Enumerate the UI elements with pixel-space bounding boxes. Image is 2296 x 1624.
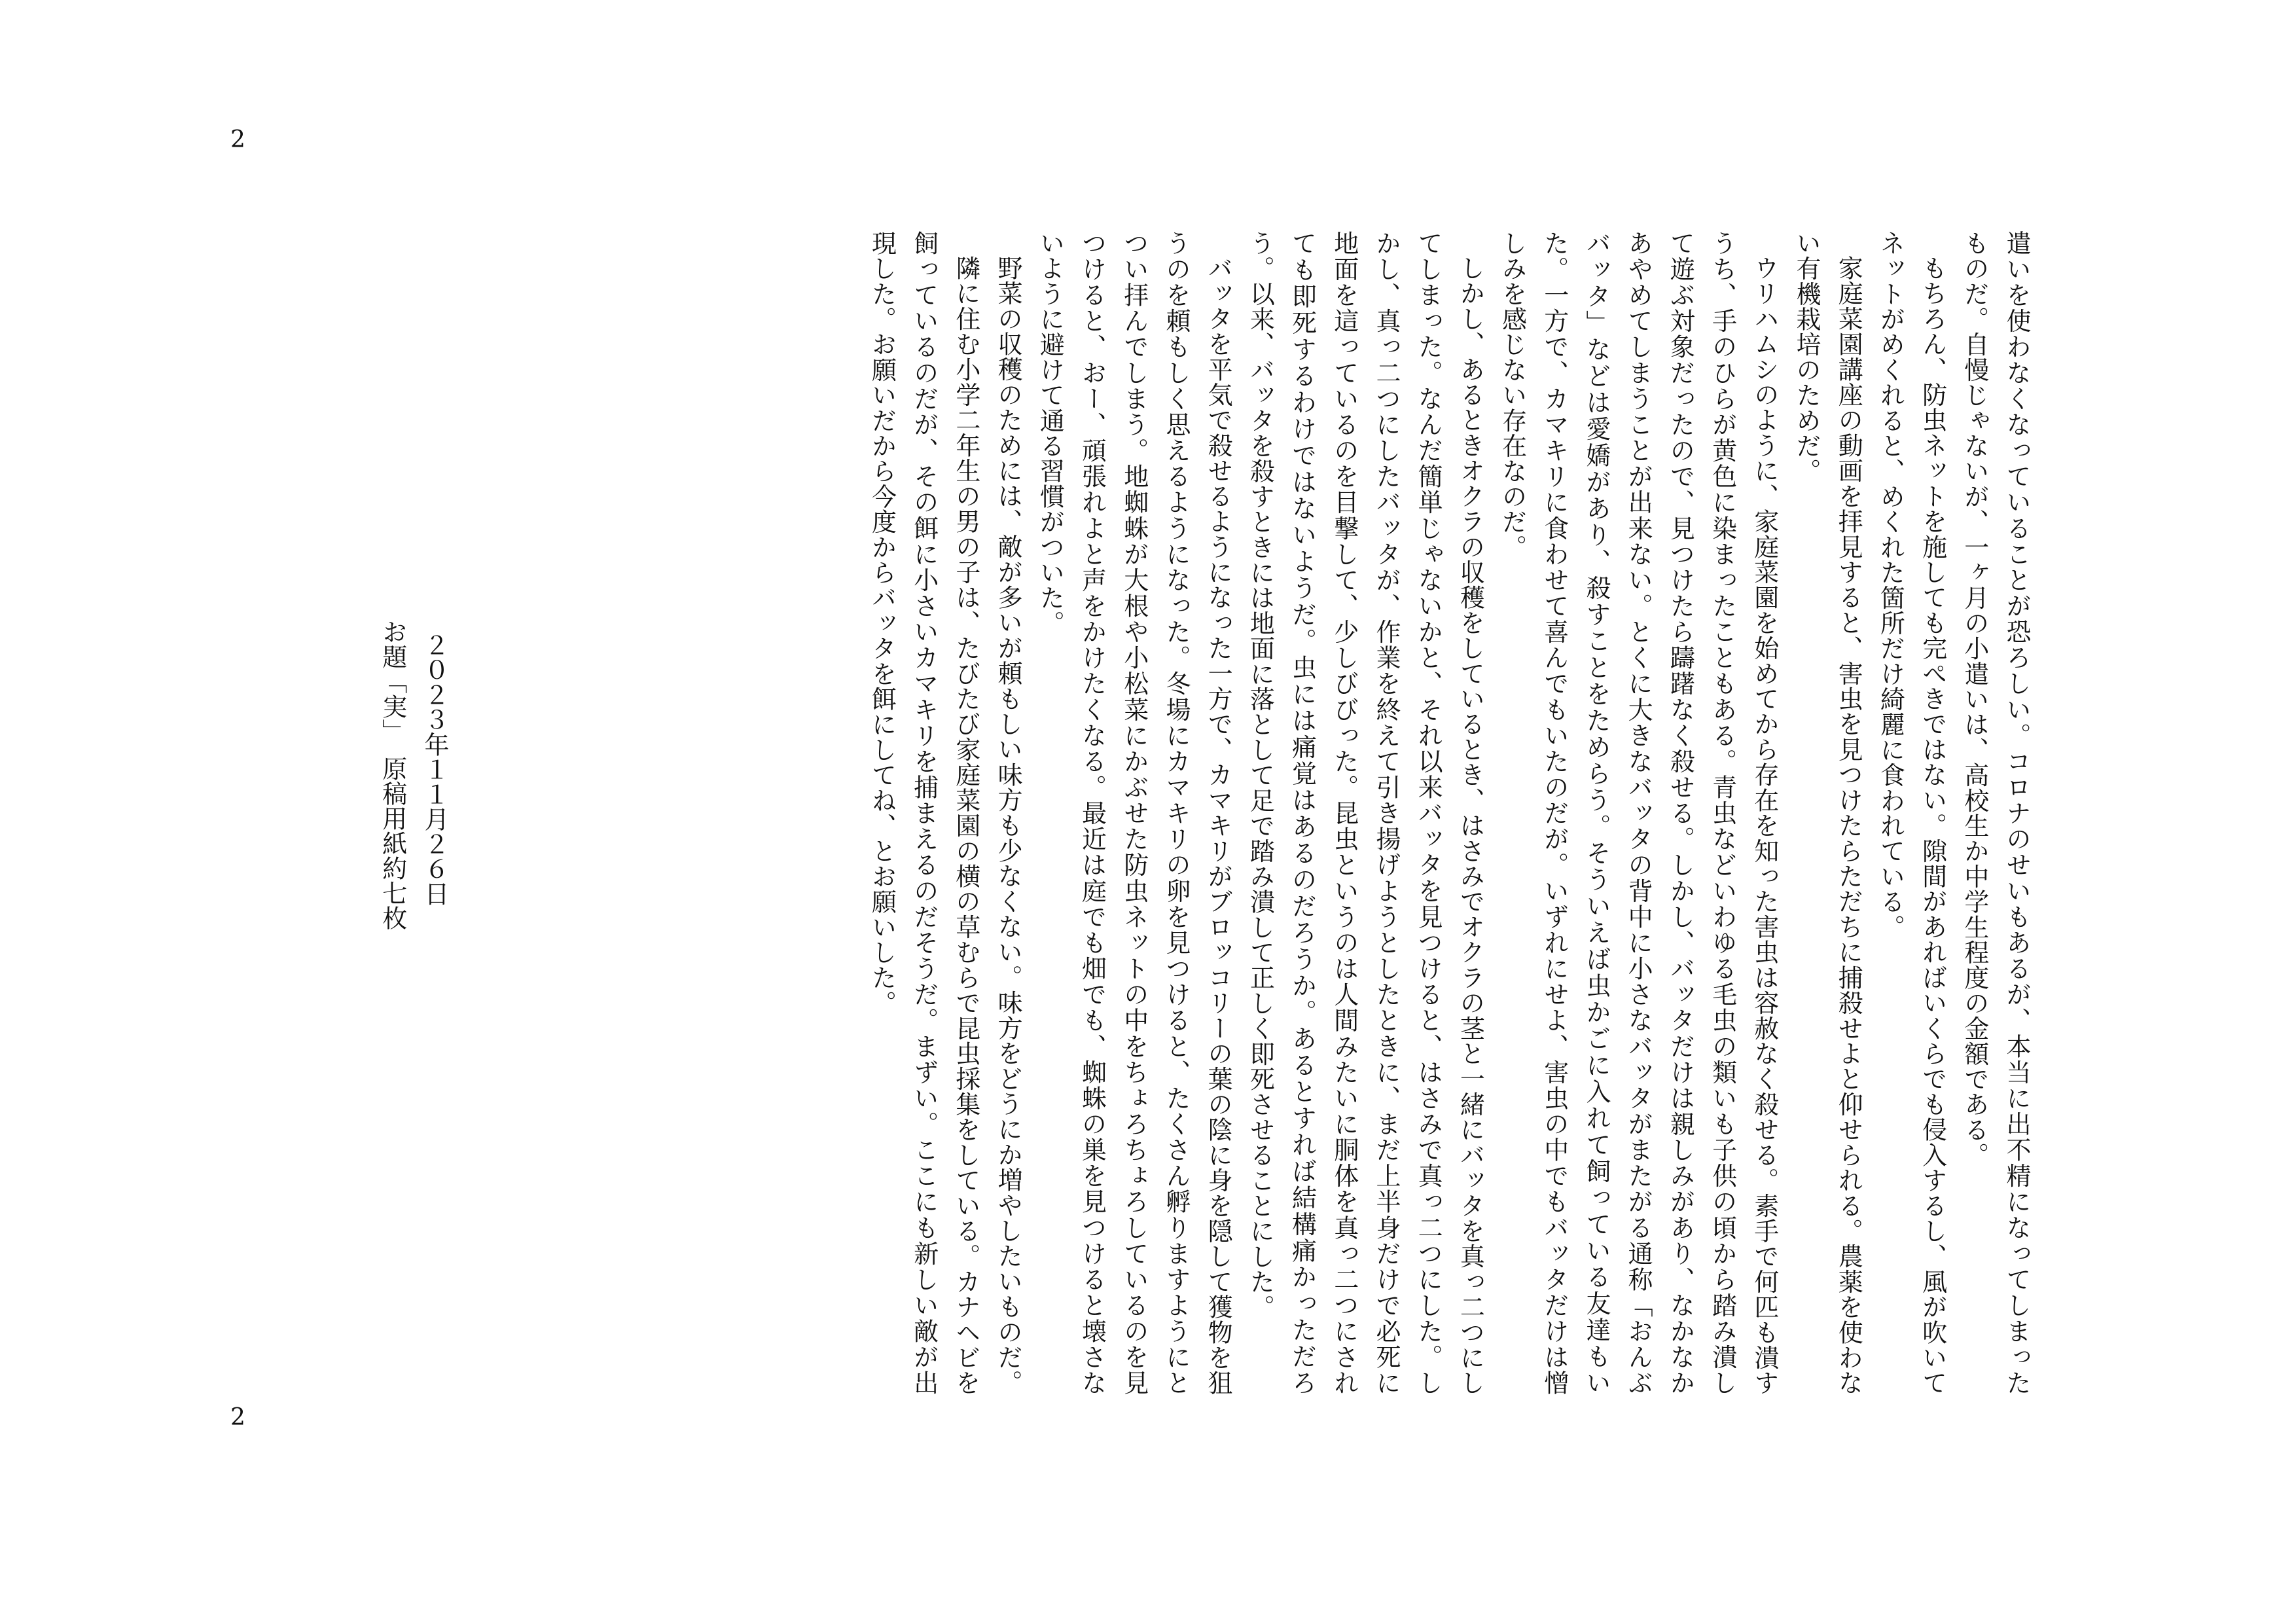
paragraph-3: 家庭菜園講座の動画を拝見すると、害虫を見つけたらただちに捕殺せよと仰せられる。農薬を使わない有機栽培のためだ。 (1791, 230, 1863, 1396)
page-number-bottom: 2 (230, 1404, 245, 1431)
essay-body (861, 230, 2037, 1396)
page-number-top: 2 (230, 126, 245, 153)
paragraph-1: 遣いを使わなくなっていることが恐ろしい。コロナのせいもあるが、本当に出不精になってしまったものだ。自慢じゃないが、一ヶ月の小遣いは、高校生か中学生程度の金額である。 (1960, 230, 2031, 1396)
paragraph-5: しかし、あるときオクラの収穫をしているとき、はさみでオクラの茎と一緒にバッタを真っ二つにしてしまった。なんだ簡単じゃないかと、それ以来バッタを見つけると、はさみで真っ二つにした。しかし、真っ二つにしたバッタが、作業を終えて引き揚げようとしたときに、まだ上半身だけで必死に地面を這っているのを目撃して、少しびびった。昆虫というのは人間みたいに胴体を真っ二つにされても即死するわけではないようだ。虫には痛覚はあるのだろうか。あるとすれば結構痛かっただろう。以来、バッタを殺すときには地面に落として足で踏み潰して正しく即死させることにした。 (1246, 230, 1485, 1396)
paragraph-4: ウリハムシのように、家庭菜園を始めてから存在を知った害虫は容赦なく殺せる。素手で何匹も潰すうち、手のひらが黄色に染まったこともある。青虫などいわゆる毛虫の類いも子供の頃から踏み潰して遊ぶ対象だったので、見つけたら躊躇なく殺せる。しかし、バッタだけは親しみがあり、なかなかあやめてしまうことが出来ない。とくに大きなバッタの背中に小さなバッタがまたがる通称「おんぶバッタ」などは愛嬌があり、殺すことをためらう。そういえば虫かごに入れて飼っている友達もいた。一方で、カマキリに食わせて喜んでもいたのだが。いずれにせよ、害虫の中でもバッタだけは憎しみを感じない存在なのだ。 (1498, 230, 1779, 1396)
paragraph-2: もちろん、防虫ネットを施しても完ぺきではない。隙間があればいくらでも侵入するし、風が吹いてネットがめくれると、めくれた箇所だけ綺麗に食われている。 (1876, 230, 1947, 1396)
essay-footer (372, 619, 456, 1012)
paragraph-6: バッタを平気で殺せるようになった一方で、カマキリがブロッコリーの葉の陰に身を隠して獲物を狙うのを頼もしく思えるようになった。冬場にカマキリの卵を見つけると、たくさん孵りますようにとつい拝んでしまう。地蜘蛛が大根や小松菜にかぶせた防虫ネットの中をちょろちょろしているのを見つけると、おー、頑張れよと声をかけたくなる。最近は庭でも畑でも、蜘蛛の巣を見つけると壊さないように避けて通る習慣がついた。 (1035, 230, 1233, 1396)
paragraph-7: 野菜の収穫のためには、敵が多いが頼もしい味方も少なくない。味方をどうにか増やしたいものだ。 (994, 255, 1023, 1396)
essay-topic: お題「実」 原稿用紙約七枚 (378, 619, 407, 930)
paragraph-8: 隣に住む小学二年生の男の子は、たびたび家庭菜園の横の草むらで昆虫採集をしている。カナヘビを飼っているのだが、その餌に小さいカマキリを捕まえるのだそうだ。まずい。ここにも新しい敵が出現した。お願いだから今度からバッタを餌にしてね、とお願いした。 (867, 230, 980, 1396)
essay-date: ２０２３年１１月２６日 (420, 632, 449, 906)
